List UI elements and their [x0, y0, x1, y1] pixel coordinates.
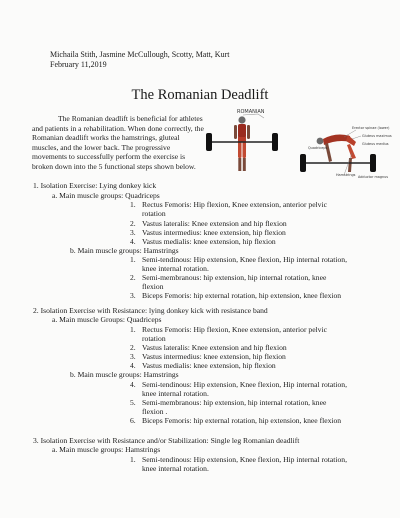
s2b-item-4-cont: knee internal rotation.	[142, 389, 209, 398]
s1a-item-1-num: 1.	[130, 200, 136, 209]
s2a-item-3-num: 3.	[130, 352, 136, 361]
section-2-heading: 2. Isolation Exercise with Resistance: lying donkey kick with resistance band	[33, 306, 268, 315]
s2a-item-2-num: 2.	[130, 343, 136, 352]
s2a-item-4-text: Vastus medialis: knee extension, hip flexion	[142, 361, 276, 370]
s1b-item-2-text: Semi-membranous: hip extension, hip internal rotation, knee	[142, 273, 327, 282]
section-2b-label: b. Main muscle groups: Hamstrings	[70, 370, 179, 379]
plate-left-front	[206, 133, 212, 151]
section-3-heading: 3. Isolation Exercise with Resistance and/or Stabilization: Single leg Romanian deadlift	[33, 436, 300, 445]
s2b-item-5-cont: flexion .	[142, 407, 168, 416]
s1b-item-1-cont: knee internal rotation.	[142, 264, 209, 273]
section-2a-label: a. Main muscle Groups: Quadriceps	[52, 315, 162, 324]
section-1b-label: b. Main muscle groups: Hamstrings	[70, 246, 179, 255]
s1b-item-3-text: Biceps Femoris: hip external rotation, hip extension, knee flexion	[142, 291, 342, 300]
s2a-item-1-text: Rectus Femoris: Hip flexion, Knee extension, anterior pelvic	[142, 325, 327, 334]
label-gluteus-medius: Gluteus medius	[362, 142, 389, 146]
deadlift-anatomy-illustration	[204, 106, 392, 186]
label-quadriceps: Quadriceps	[308, 146, 328, 150]
s1b-item-2-num: 2.	[130, 273, 136, 282]
plate-left-side	[300, 154, 306, 172]
s1a-item-2-num: 2.	[130, 219, 136, 228]
label-gluteus-maximus: Gluteus maximus	[362, 134, 392, 138]
date-line: February 11,2019	[50, 60, 107, 70]
s1a-item-1-cont: rotation	[142, 209, 166, 218]
s2b-item-5-text: Semi-membranous: hip extension, hip internal rotation, knee	[142, 398, 327, 407]
s1b-item-1-text: Semi-tendinous: Hip extension, Knee flexion, Hip internal rotation,	[142, 255, 347, 264]
label-erector-spinae: Erector spinae (lower)	[352, 126, 390, 130]
s2b-item-6-text: Biceps Femoris: hip external rotation, hip extension, knee flexion	[142, 416, 342, 425]
s2b-item-6-num: 6.	[130, 416, 136, 425]
plate-right-side	[370, 154, 376, 172]
intro-paragraph	[32, 114, 204, 171]
s1a-item-4-num: 4.	[130, 237, 136, 246]
label-hamstrings: Hamstrings	[336, 173, 356, 177]
section-1a-label: a. Main muscle groups: Quadriceps	[52, 191, 160, 200]
s1a-item-4-text: Vastus medialis: knee extension, hip flexion	[142, 237, 276, 246]
s2b-item-4-num: 4.	[130, 380, 136, 389]
s1a-item-3-text: Vastus intermedius: knee extension, hip flexion	[142, 228, 286, 237]
front-view-figure	[206, 109, 278, 171]
s1b-item-2-cont: flexion	[142, 282, 164, 291]
author-block	[50, 50, 229, 71]
s1b-item-1-num: 1.	[130, 255, 136, 264]
label-adductor-magnus: Adductor magnus	[358, 175, 389, 179]
s2a-item-3-text: Vastus intermedius: knee extension, hip flexion	[142, 352, 286, 361]
intro-text: The Romanian deadlift is beneficial for athletes and patients in a rehabilitation. When done correctly, the Romanian deadlift works the hamstrings, gluteal muscles, and the lower back. The progressive movements to successfully perform the exercise is broken down into the 5 functional steps shown below.	[32, 114, 204, 171]
s3a-item-1-num: 1.	[130, 455, 136, 464]
s2a-item-1-cont: rotation	[142, 334, 166, 343]
s3a-item-1-text: Semi-tendinous: Hip extension, Knee flexion, Hip internal rotation,	[142, 455, 347, 464]
figure-label-top: ROMANIAN	[237, 109, 265, 115]
document-title: The Romanian Deadlift	[131, 87, 269, 103]
s3a-item-1-cont: knee internal rotation.	[142, 464, 209, 473]
side-view-figure	[300, 126, 392, 179]
s2a-item-1-num: 1.	[130, 325, 136, 334]
authors-line: Michaila Stith, Jasmine McCullough, Scotty, Matt, Kurt	[50, 50, 230, 59]
plate-right-front	[272, 133, 278, 151]
section-3a-label: a. Main muscle groups: Hamstrings	[52, 445, 161, 454]
s2a-item-4-num: 4.	[130, 361, 136, 370]
s2a-item-2-text: Vastus lateralis: Knee extension and hip flexion	[142, 343, 287, 352]
s1a-item-2-text: Vastus lateralis: Knee extension and hip flexion	[142, 219, 287, 228]
section-1-heading: 1. Isolation Exercise: Lying donkey kick	[33, 181, 157, 190]
s2b-item-5-num: 5.	[130, 398, 136, 407]
s1a-item-3-num: 3.	[130, 228, 136, 237]
s1a-item-1-text: Rectus Femoris: Hip flexion, Knee extension, anterior pelvic	[142, 200, 327, 209]
s1b-item-3-num: 3.	[130, 291, 136, 300]
s2b-item-4-text: Semi-tendinous: Hip extension, Knee flexion, Hip internal rotation,	[142, 380, 347, 389]
